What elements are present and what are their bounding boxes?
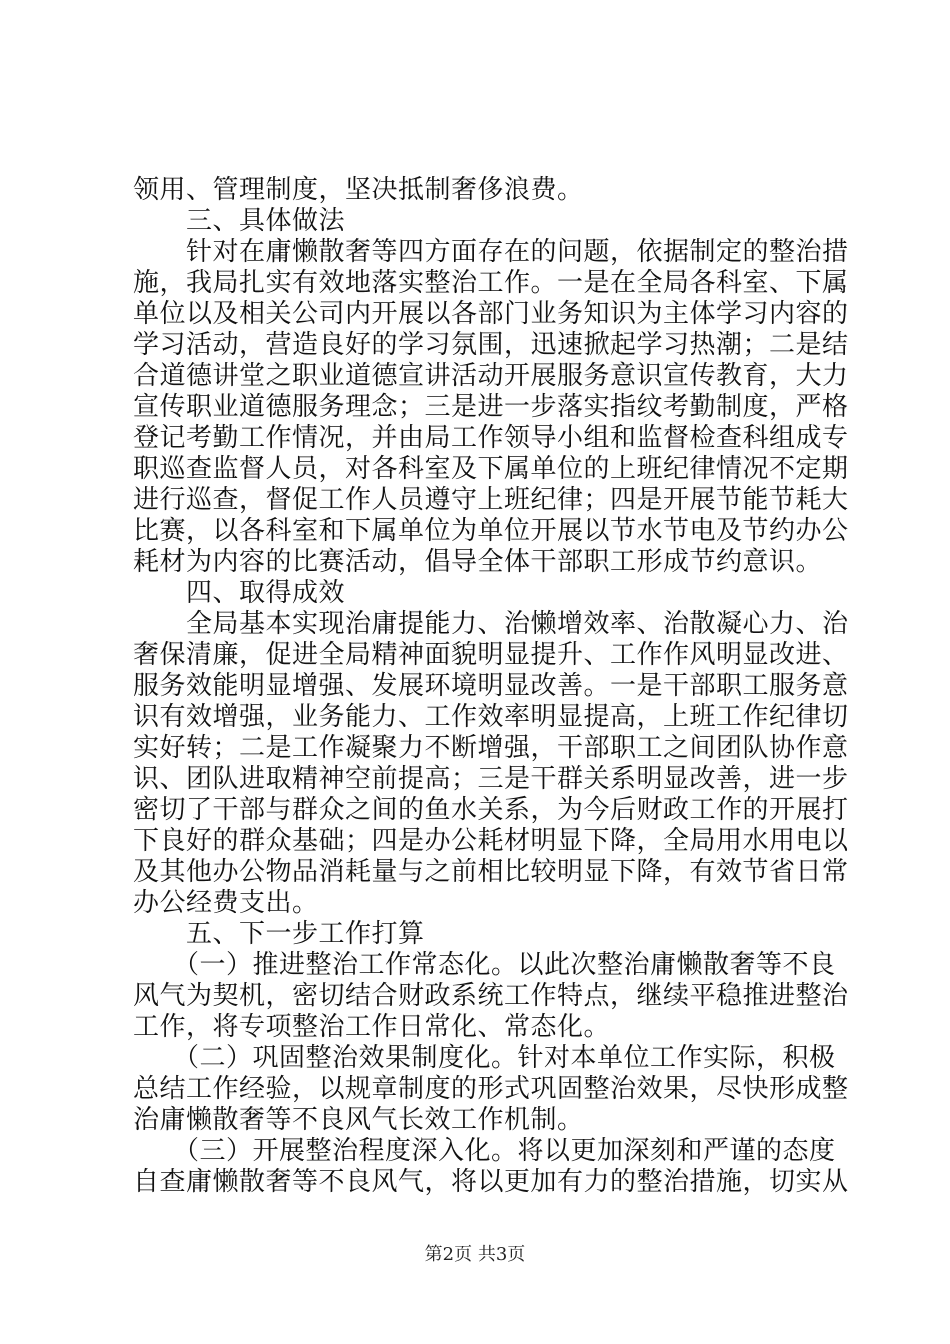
- text-line: 总结工作经验，以规章制度的形式巩固整治效果，尽快形成整: [133, 1074, 849, 1104]
- text-line: 施，我局扎实有效地落实整治工作。一是在全局各科室、下属: [133, 268, 849, 298]
- text-line: 治庸懒散奢等不良风气长效工作机制。: [133, 1105, 584, 1135]
- text-line: 实好转；二是工作凝聚力不断增强，干部职工之间团队协作意: [133, 733, 849, 763]
- page-number-footer: 第2页 共3页: [424, 1244, 526, 1265]
- text-line: 领用、管理制度，坚决抵制奢侈浪费。: [133, 175, 584, 205]
- text-line: （一）推进整治工作常态化。以此次整治庸懒散奢等不良: [133, 950, 836, 980]
- text-line: 登记考勤工作情况，并由局工作领导小组和监督检查科组成专: [133, 423, 849, 453]
- text-line: 针对在庸懒散奢等四方面存在的问题，依据制定的整治措: [133, 237, 849, 267]
- text-line: 学习活动，营造良好的学习氛围，迅速掀起学习热潮；二是结: [133, 330, 849, 360]
- text-line: （三）开展整治程度深入化。将以更加深刻和严谨的态度: [133, 1136, 836, 1166]
- section-heading: 三、具体做法: [133, 206, 346, 236]
- text-line: 服务效能明显增强、发展环境明显改善。一是干部职工服务意: [133, 671, 849, 701]
- text-line: 奢保清廉，促进全局精神面貌明显提升、工作作风明显改进、: [133, 640, 849, 670]
- text-line: 全局基本实现治庸提能力、治懒增效率、治散凝心力、治: [133, 609, 849, 639]
- section-heading: 四、取得成效: [133, 578, 346, 608]
- text-line: 识、团队进取精神空前提高；三是干群关系明显改善，进一步: [133, 764, 849, 794]
- text-line: 合道德讲堂之职业道德宣讲活动开展服务意识宣传教育，大力: [133, 361, 849, 391]
- text-line: 比赛，以各科室和下属单位为单位开展以节水节电及节约办公: [133, 516, 849, 546]
- section-heading: 五、下一步工作打算: [133, 919, 425, 949]
- text-line: （二）巩固整治效果制度化。针对本单位工作实际，积极: [133, 1043, 836, 1073]
- text-line: 及其他办公物品消耗量与之前相比较明显下降，有效节省日常: [133, 857, 849, 887]
- text-line: 职巡查监督人员，对各科室及下属单位的上班纪律情况不定期: [133, 454, 849, 484]
- text-line: 下良好的群众基础；四是办公耗材明显下降，全局用水用电以: [133, 826, 849, 856]
- text-line: 密切了干部与群众之间的鱼水关系，为今后财政工作的开展打: [133, 795, 849, 825]
- text-line: 办公经费支出。: [133, 888, 319, 918]
- text-line: 自查庸懒散奢等不良风气，将以更加有力的整治措施，切实从: [133, 1167, 849, 1197]
- text-line: 单位以及相关公司内开展以各部门业务知识为主体学习内容的: [133, 299, 849, 329]
- text-line: 耗材为内容的比赛活动，倡导全体干部职工形成节约意识。: [133, 547, 823, 577]
- text-line: 宣传职业道德服务理念；三是进一步落实指纹考勤制度，严格: [133, 392, 849, 422]
- text-line: 工作，将专项整治工作日常化、常态化。: [133, 1012, 611, 1042]
- text-line: 识有效增强，业务能力、工作效率明显提高，上班工作纪律切: [133, 702, 849, 732]
- text-line: 风气为契机，密切结合财政系统工作特点，继续平稳推进整治: [133, 981, 849, 1011]
- text-line: 进行巡查，督促工作人员遵守上班纪律；四是开展节能节耗大: [133, 485, 849, 515]
